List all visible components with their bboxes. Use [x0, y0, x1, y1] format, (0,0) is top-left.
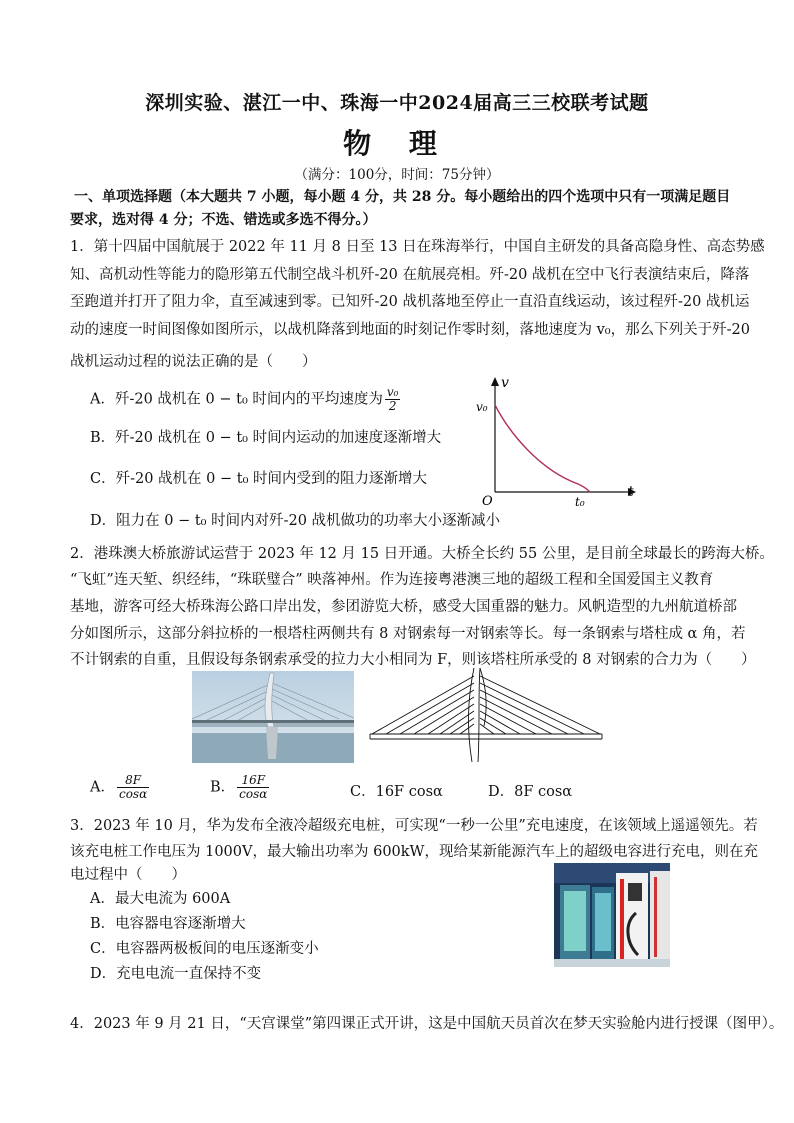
- q2-option-d: D．8F cosα: [488, 784, 573, 800]
- fraction: $\frac{16F}{\cos\alpha}$: [239, 773, 268, 801]
- q3-option-b: B．电容器电容逐渐增大: [90, 916, 246, 932]
- q1-line: 战机运动过程的说法正确的是（ ）: [70, 354, 317, 370]
- bridge-photo: [192, 671, 354, 763]
- q2-option-a: A． $\frac{8F}{\cos\alpha}$: [90, 773, 148, 801]
- q2-option-c: C．16F cosα: [350, 784, 443, 800]
- exam-meta: （满分：100分，时间：75分钟）: [294, 167, 500, 183]
- fraction: $\frac{8F}{\cos\alpha}$: [118, 773, 148, 801]
- section-heading-cont: 要求，选对得 4 分；不选、错选或多选不得分。）: [70, 212, 377, 228]
- q2-option-b: B． $\frac{16F}{\cos\alpha}$: [210, 773, 268, 801]
- q1-line: 1．第十四届中国航展于 2022 年 11 月 8 日至 13 日在珠海举行，中国自主研发的具备高隐身性、高态势感: [70, 239, 765, 255]
- origin-label: O: [482, 494, 493, 509]
- q2-line: “飞虹”连天堑、织经纬，“珠联璧合” 映落神州。作为连接粤港澳三地的超级工程和全国爱国主义教育: [70, 572, 714, 588]
- velocity-curve: [495, 405, 590, 492]
- q1-line: 动的速度一时间图像如图所示，以战机降落到地面的时刻记作零时刻，落地速度为 v₀，那么下列关于歼-20: [70, 322, 750, 338]
- v-label: v: [501, 375, 509, 391]
- q3-option-a: A．最大电流为 600A: [90, 891, 231, 907]
- q3-option-c: C．电容器两极板间的电压逐渐变小: [90, 941, 319, 957]
- q1-option-d: D．阻力在 0 − t₀ 时间内对歼-20 战机做功的功率大小逐渐减小: [90, 513, 501, 529]
- q1-option-b: B．歼-20 战机在 0 − t₀ 时间内运动的加速度逐渐增大: [90, 430, 442, 446]
- q2-line: 分如图所示，这部分斜拉桥的一根塔柱两侧共有 8 对钢索每一对钢索等长。每一条钢索与塔柱成 α 角，若: [70, 626, 746, 642]
- page-title: 深圳实验、湛江一中、珠海一中2024届高三三校联考试题: [145, 92, 649, 114]
- t-label: t: [628, 484, 634, 500]
- q4-line: 4．2023 年 9 月 21 日，“天宫课堂”第四课正式开讲，这是中国航天员首次在梦天实验舱内进行授课（图甲）。: [70, 1016, 784, 1032]
- q1-option-c: C．歼-20 战机在 0 − t₀ 时间内受到的阻力逐渐增大: [90, 471, 428, 487]
- q3-line: 3．2023 年 10 月，华为发布全液冷超级充电桩，可实现“一秒一公里”充电速度，在该领域上遥遥领先。若: [70, 818, 758, 834]
- velocity-time-graph: [470, 372, 640, 512]
- subject-title: 物 理: [343, 127, 451, 160]
- v0-label: v₀: [476, 400, 488, 414]
- q1-line: 至跑道并打开了阻力伞，直至减速到零。已知歼-20 战机落地至停止一直沿直线运动，该过程歼-20 战机运: [70, 294, 750, 310]
- charger-photo: [554, 863, 670, 967]
- t0-label: t₀: [575, 495, 585, 509]
- q2-line: 基地，游客可经大桥珠海公路口岸出发，参团游览大桥，感受大国重器的魅力。风帆造型的九州航道桥部: [70, 599, 737, 615]
- bridge-diagram: [368, 666, 604, 764]
- q1-option-a: A．歼-20 战机在 0 − t₀ 时间内的平均速度为 $\frac{\text{v₀}}{2}$: [90, 385, 399, 413]
- q1-line: 知、高机动性等能力的隐形第五代制空战斗机歼-20 在航展亮相。歼-20 战机在空中飞行表演结束后，降落: [70, 267, 750, 283]
- q3-line: 该充电桩工作电压为 1000V，最大输出功率为 600kW，现给某新能源汽车上的超级电容进行充电，则在充: [70, 844, 758, 860]
- fraction: $\frac{\text{v₀}}{2}$: [386, 385, 399, 413]
- section-heading: 一、单项选择题（本大题共 7 小题，每小题 4 分，共 28 分。每小题给出的四个选项中只有一项满足题目: [74, 189, 731, 205]
- v-axis-arrow: [491, 377, 499, 386]
- q2-line: 2．港珠澳大桥旅游试运营于 2023 年 12 月 15 日开通。大桥全长约 55 公里，是目前全球最长的跨海大桥。: [70, 546, 774, 562]
- q3-option-d: D．充电电流一直保持不变: [90, 966, 262, 982]
- q3-line: 电过程中（ ）: [70, 867, 186, 883]
- q2-line: 不计钢索的自重，且假设每条钢索承受的拉力大小相同为 F，则该塔柱所承受的 8 对钢索的合力为（ ）: [70, 652, 756, 668]
